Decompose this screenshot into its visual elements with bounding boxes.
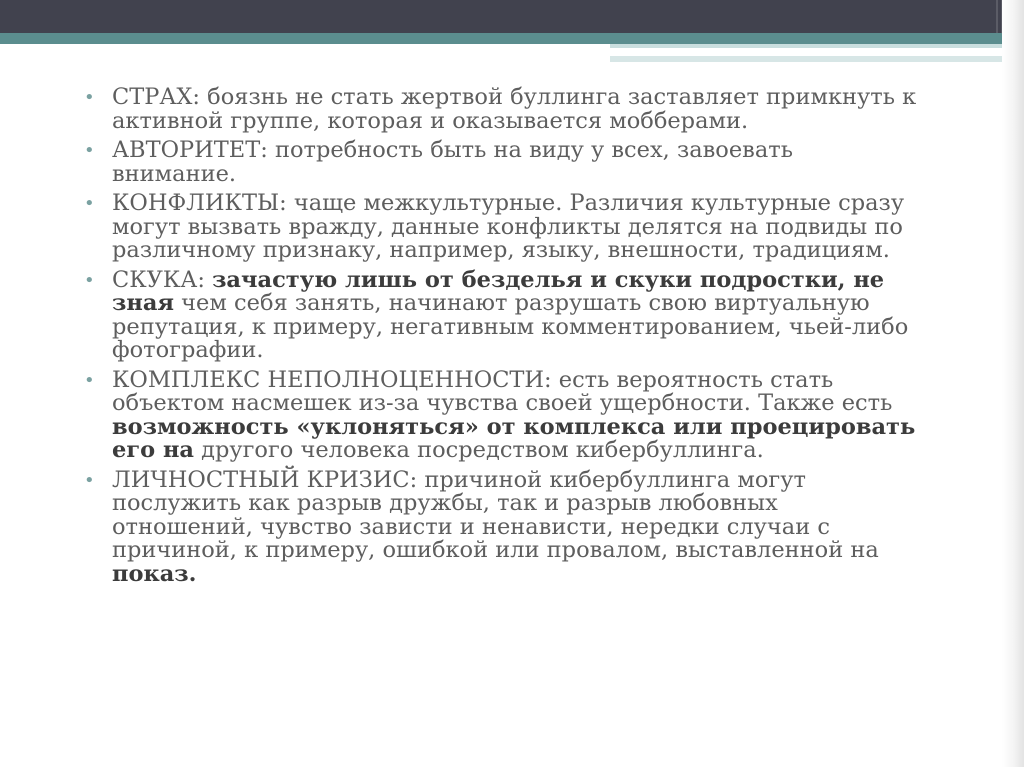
bullet-text-run: КОМПЛЕКС НЕПОЛНОЦЕННОСТИ: есть вероятность стать объектом насмешек из-за чувства своей ущербности. Также есть <box>112 366 893 416</box>
bullet-text-run: ЛИЧНОСТНЫЙ КРИЗИС: причиной кибербуллинга могут послужить как разрыв дружбы, так и разрыв любовных отношений, чувство зависти и ненависти, нередки случаи с причиной, к примеру, ошибкой или провалом, выставленной на <box>112 466 879 563</box>
bullet-text-run: АВТОРИТЕТ: потребность быть на виду у всех, завоевать внимание. <box>112 137 793 187</box>
bullet-item-authority <box>84 139 924 186</box>
header-band <box>0 0 1024 33</box>
divider-line <box>0 48 1024 49</box>
bullet-item-inferiority-complex <box>84 366 924 463</box>
bullet-dot-icon: • <box>84 140 95 161</box>
bullet-dot-icon: • <box>84 469 95 491</box>
slide-content <box>84 86 924 592</box>
bullet-text-run: возможность «уклоняться» от комплекса или проецировать его на <box>112 413 916 463</box>
bullet-item-boredom <box>84 266 924 363</box>
bullet-text-run: чем себя занять, начинают разрушать свою виртуальную репутация, к примеру, негативным комментированием, чьей-либо фотографии. <box>112 290 909 363</box>
accent-bar <box>0 33 1024 44</box>
accent-line-bottom <box>610 56 1024 62</box>
bullet-dot-icon: • <box>84 87 95 108</box>
bullet-list <box>84 86 924 586</box>
bullet-dot-icon: • <box>84 269 95 291</box>
bullet-text-run: зачастую лишь от безделья и скуки подростки, не зная <box>112 266 885 316</box>
bullet-text-run: другого человека посредством кибербуллинга. <box>194 437 764 463</box>
bullet-text-run: СТРАХ: боязнь не стать жертвой буллинга заставляет примкнуть к активной группе, которая и оказывается мобберами. <box>112 84 917 134</box>
bullet-dot-icon: • <box>84 369 95 391</box>
bullet-text-run: СКУКА: <box>112 266 213 293</box>
page-curl-edge <box>1002 0 1024 767</box>
bullet-item-personal-crisis <box>84 466 924 587</box>
accent-line-top <box>610 44 1024 48</box>
bullet-item-conflicts <box>84 192 924 263</box>
bullet-dot-icon: • <box>84 193 95 214</box>
bullet-text-run: КОНФЛИКТЫ: чаще межкультурные. Различия культурные сразу могут вызвать вражду, данные конфликты делятся на подвиды по различному признаку, например, языку, внешности, традициям. <box>112 190 905 263</box>
bullet-text-run: показ. <box>112 560 197 587</box>
bullet-item-fear <box>84 86 924 133</box>
